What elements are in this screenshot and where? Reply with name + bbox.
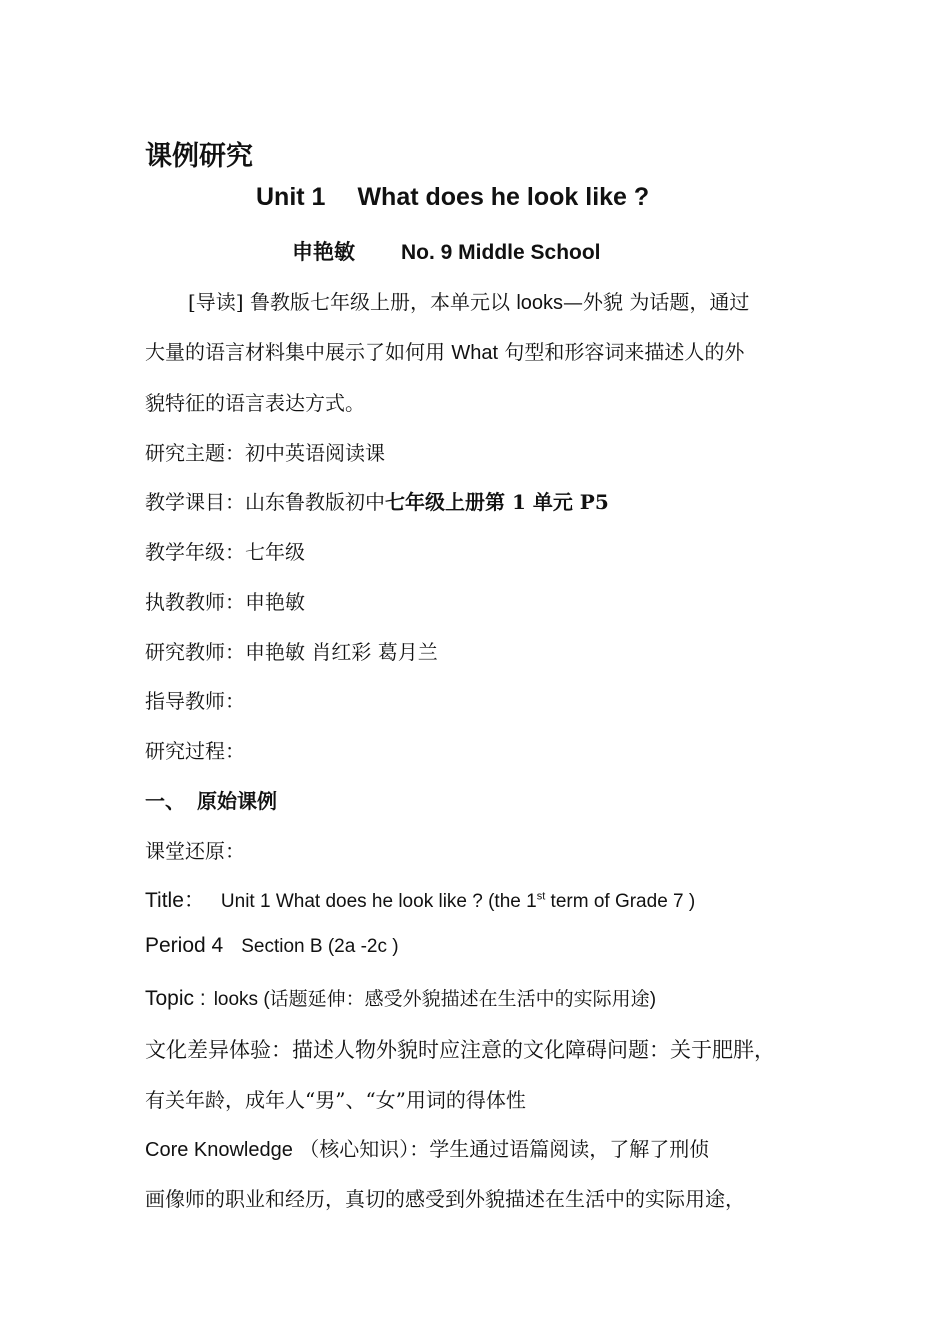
author-line xyxy=(292,236,601,266)
intro-text-latin: What xyxy=(451,342,499,364)
lesson-period xyxy=(145,934,399,958)
unit-number: Unit 1 xyxy=(256,183,326,211)
intro-line-3: 貌特征的语言表达方式。 xyxy=(145,391,365,415)
topic-text-cn: 话题延伸：感受外貌描述在生活中的实际用途 xyxy=(269,988,650,1010)
lesson-title-value xyxy=(221,891,695,912)
author-school: No. 9 Middle School xyxy=(401,241,601,264)
intro-text: 大量的语言材料集中展示了如何用 xyxy=(145,340,452,364)
topic-text: ) xyxy=(649,989,657,1010)
classroom-restore: 课堂还原： xyxy=(145,839,245,863)
core-knowledge-line-1 xyxy=(145,1133,709,1162)
author-name: 申艳敏 xyxy=(292,239,355,264)
lesson-title-text: Unit 1 What does he look like ? (the 1 xyxy=(220,891,537,912)
field-theme: 研究主题：初中英语阅读课 xyxy=(145,441,385,465)
topic-text: looks ( xyxy=(213,989,270,1010)
topic-value xyxy=(214,989,656,1010)
lesson-title xyxy=(145,884,695,914)
lesson-topic xyxy=(145,984,656,1011)
period-section: Section B (2a -2c ) xyxy=(241,936,399,957)
field-advisor: 指导教师： xyxy=(145,689,245,713)
section-heading xyxy=(145,785,277,814)
intro-text: [导读] 鲁教版七年级上册，本单元以 xyxy=(188,290,517,314)
core-knowledge-line-2: 画像师的职业和经历，真切的感受到外貌描述在生活中的实际用途， xyxy=(145,1187,745,1211)
section-number: 一、 xyxy=(145,789,185,813)
lesson-title-label: Title： xyxy=(145,889,205,912)
document-heading: 课例研究 xyxy=(145,141,253,172)
intro-text-latin: looks xyxy=(516,292,564,314)
field-grade: 教学年级：七年级 xyxy=(145,540,305,564)
unit-title xyxy=(256,183,649,212)
lesson-title-end: term of Grade 7 ) xyxy=(545,891,696,912)
period-label: Period 4 xyxy=(145,934,224,957)
field-teacher: 执教教师：申艳敏 xyxy=(145,590,305,614)
core-text: （核心知识）：学生通过语篇阅读，了解了刑侦 xyxy=(292,1137,710,1161)
field-course-value: 七年级上册第 1 单元 P5 xyxy=(385,490,609,514)
field-course xyxy=(145,486,609,515)
field-process: 研究过程： xyxy=(145,739,245,763)
intro-line-1 xyxy=(188,286,749,315)
ordinal-suffix: st xyxy=(536,890,546,903)
section-label: 原始课例 xyxy=(197,789,277,813)
intro-text: —外貌 为话题，通过 xyxy=(563,290,750,314)
topic-label: Topic : xyxy=(145,987,206,1010)
unit-question: What does he look like ? xyxy=(357,183,650,211)
culture-line-1: 文化差异体验：描述人物外貌时应注意的文化障碍问题：关于肥胖， xyxy=(145,1038,775,1062)
field-researchers: 研究教师：申艳敏 肖红彩 葛月兰 xyxy=(145,640,438,664)
field-course-label: 教学课目：山东鲁教版初中 xyxy=(145,490,385,514)
culture-line-2: 有关年龄，成年人“男”、“女”用词的得体性 xyxy=(145,1088,526,1112)
intro-line-2 xyxy=(145,336,744,365)
core-label: Core Knowledge xyxy=(145,1139,293,1161)
intro-text: 句型和形容词来描述人的外 xyxy=(498,340,745,364)
